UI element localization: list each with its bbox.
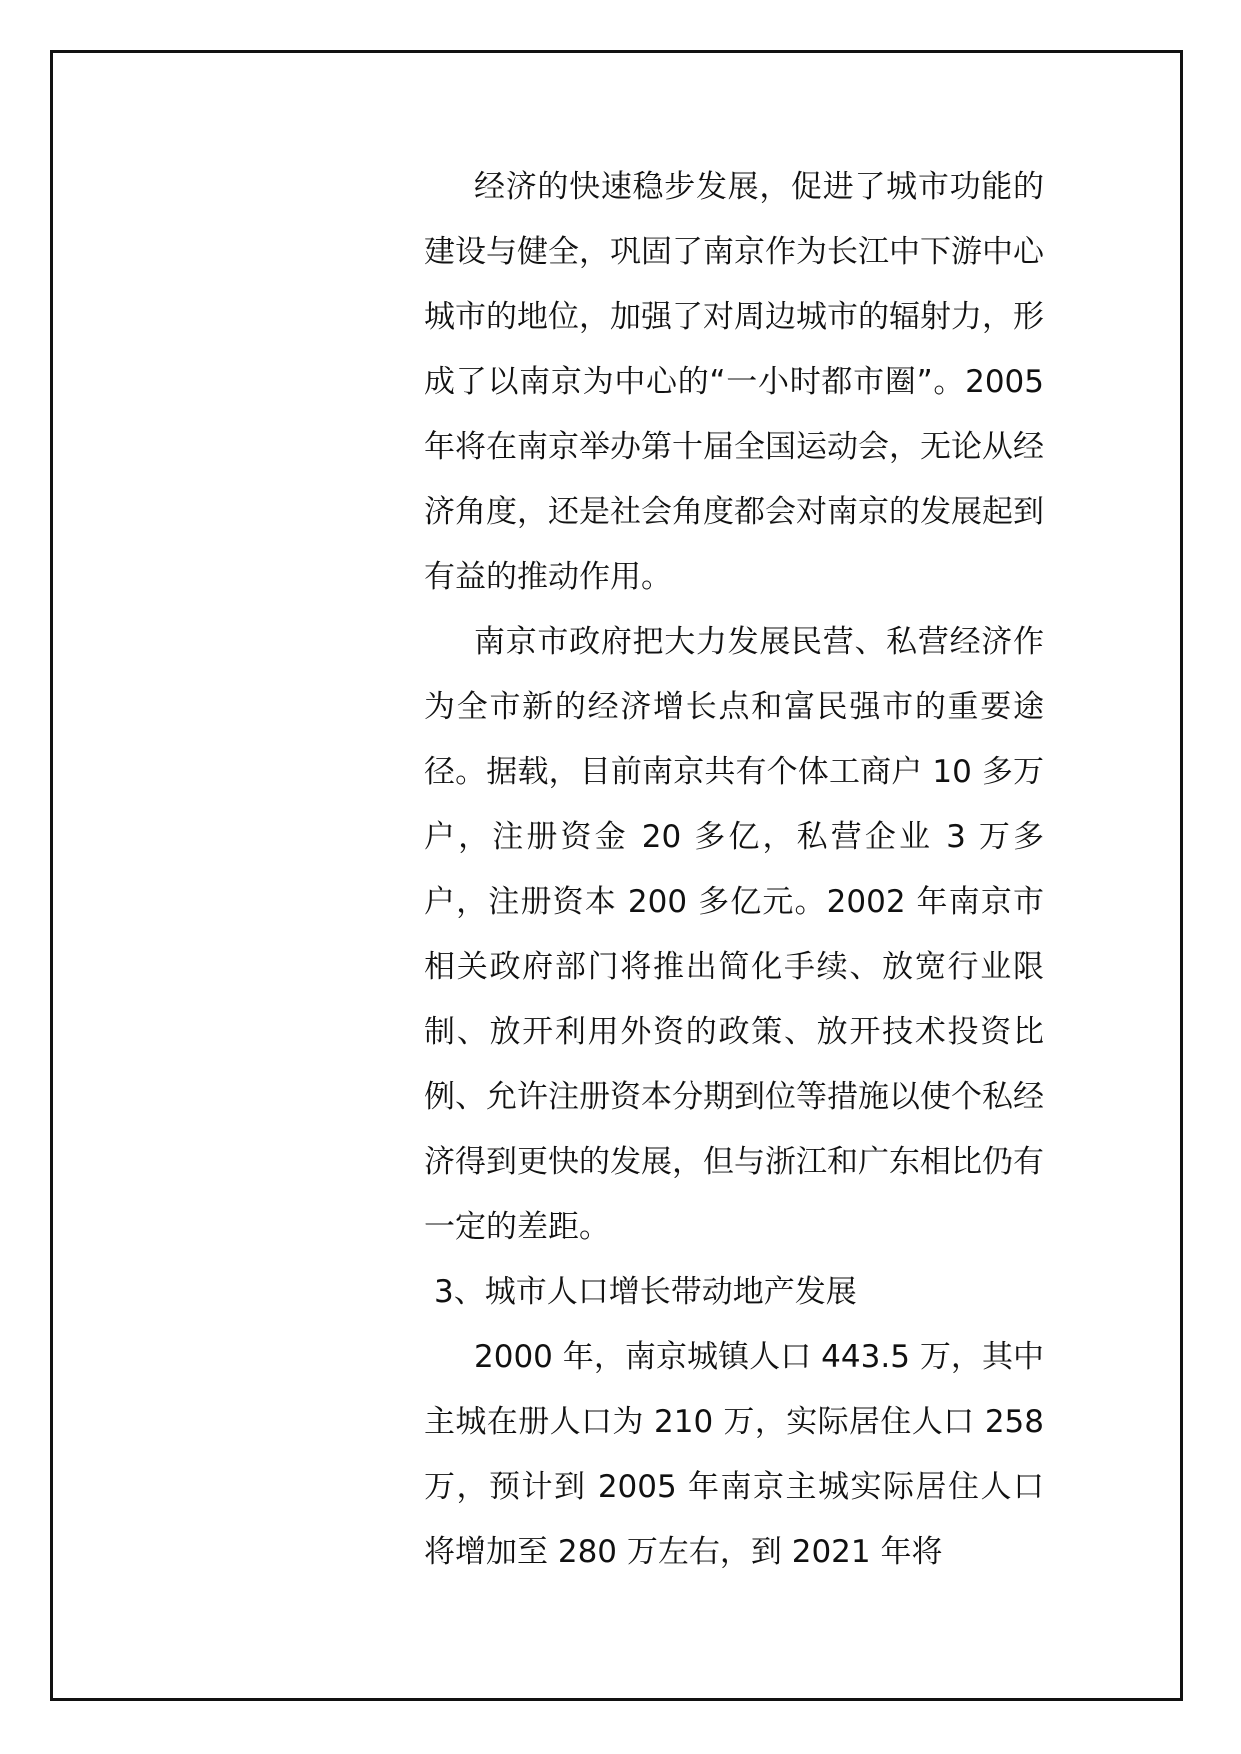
paragraph-private-economy: 南京市政府把大力发展民营、私营经济作为全市新的经济增长点和富民强市的重要途径。据载，目前南京共有个体工商户 10 多万户，注册资金 20 多亿，私营企业 3 万多户，注册资本 200 多亿元。2002 年南京市相关政府部门将推出简化手续、放宽行业限制、放开利用外资的政策、放开技术投资比例、允许注册资本分期到位等措施以使个私经济得到更快的发展，但与浙江和广东相比仍有一定的差距。 — [424, 624, 1044, 1245]
document-body — [424, 155, 1044, 1585]
paragraph-population: 2000 年，南京城镇人口 443.5 万，其中主城在册人口为 210 万，实际居住人口 258 万，预计到 2005 年南京主城实际居住人口将增加至 280 万左右，到 2021 年将 — [424, 1339, 1044, 1570]
paragraph-economy-development: 经济的快速稳步发展，促进了城市功能的建设与健全，巩固了南京作为长江中下游中心城市的地位，加强了对周边城市的辐射力，形成了以南京为中心的“一小时都市圈”。2005 年将在南京举办第十届全国运动会，无论从经济角度，还是社会角度都会对南京的发展起到有益的推动作用。 — [424, 169, 1044, 595]
section-heading: 3、城市人口增长带动地产发展 — [434, 1274, 857, 1310]
